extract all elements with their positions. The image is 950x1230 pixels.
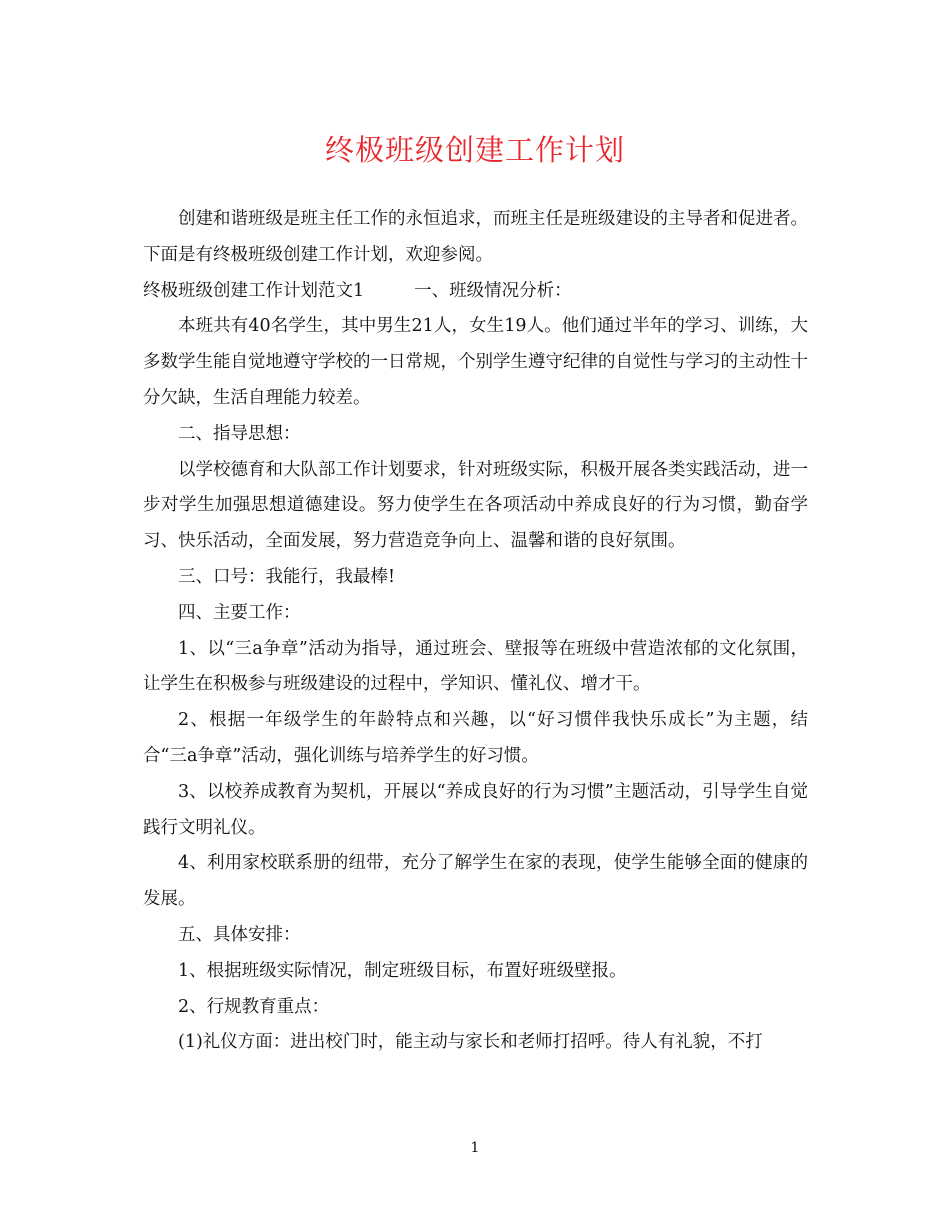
arrangement-item: 1、根据班级实际情况，制定班级目标，布置好班级壁报。 (178, 960, 627, 981)
arrangement-item: 2、行规教育重点： (178, 996, 330, 1017)
document-title: 终极班级创建工作计划 (324, 133, 625, 167)
page-number: 1 (470, 1140, 480, 1156)
sample-heading: 终极班级创建工作计划范文1 (143, 280, 365, 301)
section2-heading: 二、指导思想： (178, 423, 301, 444)
section3-heading: 三、口号：我能行，我最棒! (178, 566, 396, 587)
section1-paragraph: 本班共有40名学生，其中男生21人，女生19人。他们通过半年的学习、训练，大多数学生能自觉地遵守学校的一日常规，个别学生遵守纪律的自觉性与学习的主动性十分欠缺，生活自理能力较差。 (143, 316, 808, 408)
section1-heading: 一、班级情况分析： (414, 280, 572, 301)
sample-heading-line (143, 274, 808, 310)
work-item: 2、根据一年级学生的年龄特点和兴趣，以“好习惯伴我快乐成长”为主题，结合“三a争章”活动，强化训练与培养学生的好习惯。 (143, 710, 808, 766)
arrangement-item: (1)礼仪方面：进出校门时，能主动与家长和老师打招呼。待人有礼貌，不打 (178, 1032, 763, 1053)
work-item: 1、以“三a争章”活动为指导，通过班会、壁报等在班级中营造浓郁的文化氛围，让学生在积极参与班级建设的过程中，学知识、懂礼仪、增才干。 (143, 638, 808, 695)
work-item: 4、利用家校联系册的纽带，充分了解学生在家的表现，使学生能够全面的健康的发展。 (143, 853, 808, 910)
section2-paragraph: 以学校德育和大队部工作计划要求，针对班级实际，积极开展各类实践活动，进一步对学生加强思想道德建设。努力使学生在各项活动中养成良好的行为习惯，勤奋学习、快乐活动，全面发展，努力营造竞争向上、温馨和谐的良好氛围。 (143, 459, 808, 552)
document-body (143, 202, 808, 1061)
section5-heading: 五、具体安排： (178, 924, 301, 945)
intro-paragraph: 创建和谐班级是班主任工作的永恒追求，而班主任是班级建设的主导者和促进者。下面是有终极班级创建工作计划，欢迎参阅。 (143, 209, 808, 265)
section4-heading: 四、主要工作： (178, 602, 301, 623)
work-item: 3、以校养成教育为契机，开展以“养成良好的行为习惯”主题活动，引导学生自觉践行文明礼仪。 (143, 781, 808, 838)
